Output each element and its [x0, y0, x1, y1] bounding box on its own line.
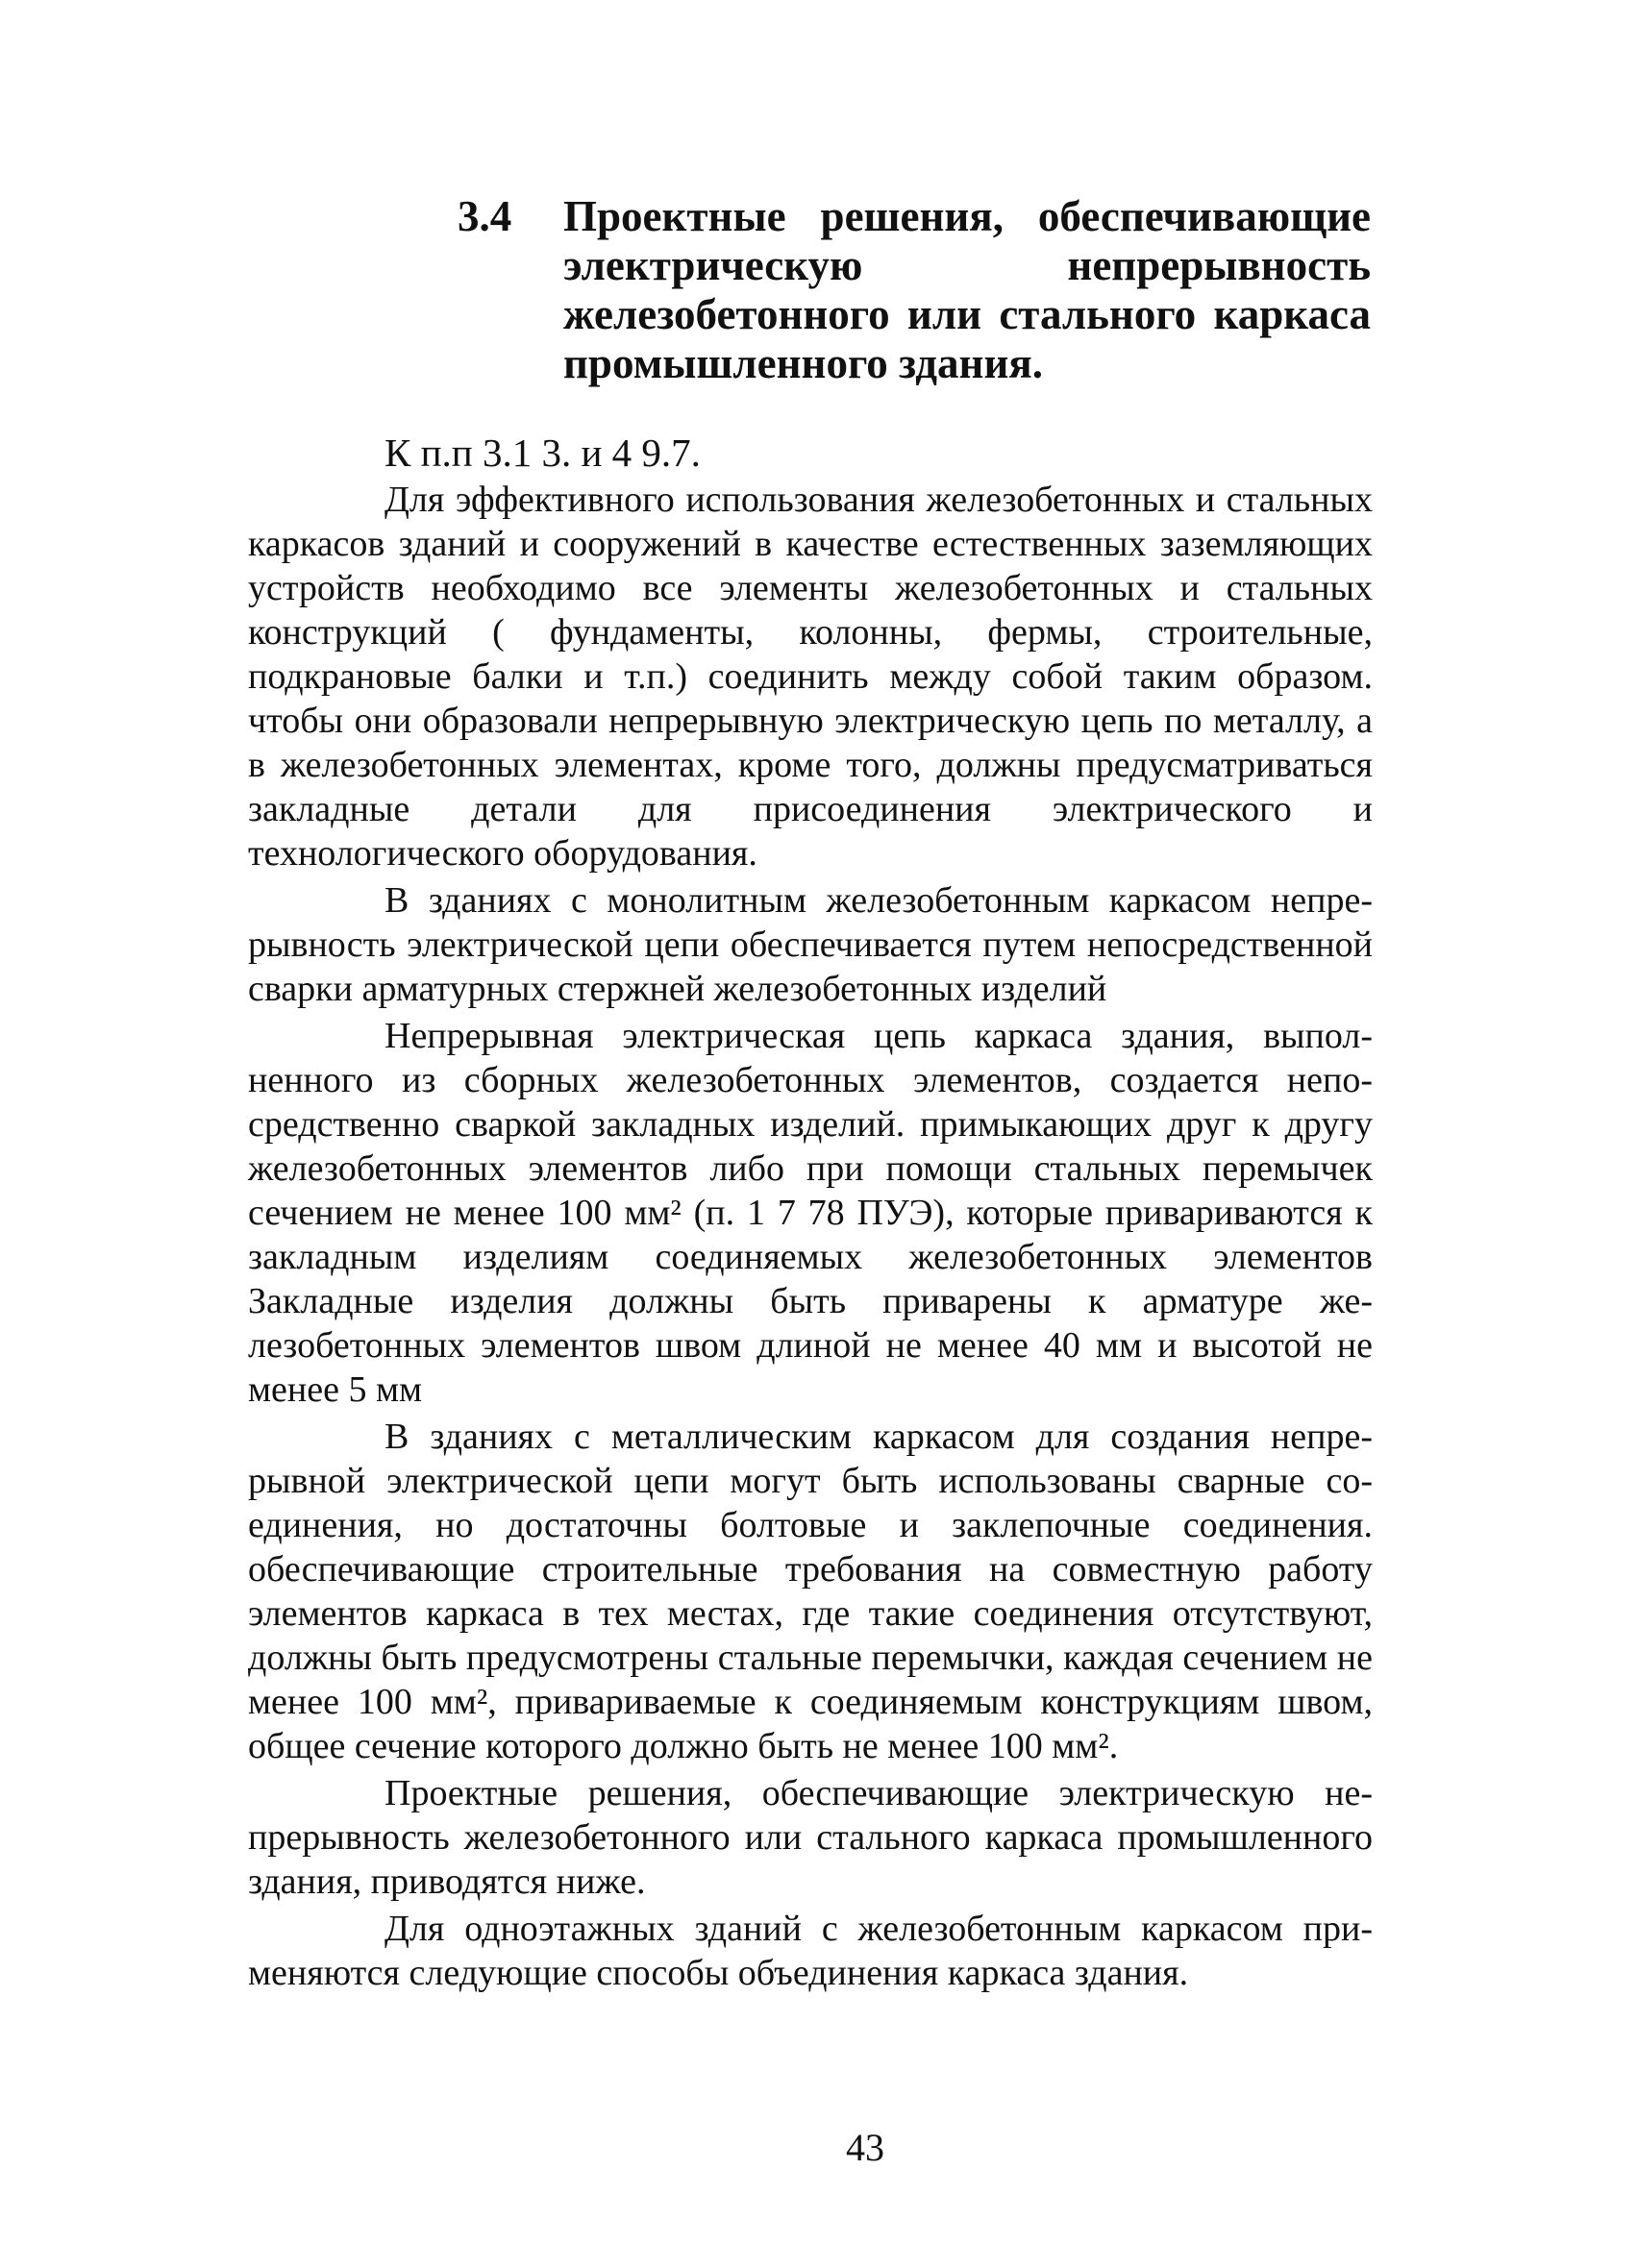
- paragraph: Непрерывная электрическая цепь каркаса здания, выполненного из сборных железобетонных элементов, создается непосредственно сваркой закладных изделий. примыкающих друг к другу железобетонных элементов либо при помощи стальных перемычек сечением не менее 100 мм² (п. 1 7 78 ПУЭ), которые привариваются к закладным изделиям соединяемых железобетонных элементов Закладные изделия должны быть приварены к арматуре железобетонных элементов швом длиной не менее 40 мм и высотой не менее 5 мм: [248, 1016, 1373, 1410]
- clause-reference: К п.п 3.1 3. и 4 9.7.: [384, 431, 701, 475]
- paragraph: Для эффективного использования железобетонных и стальных каркасов зданий и сооружений в качестве естественных заземляющих устройств необходимо все элементы железобетонных и стальных конструкций ( фундаменты, колонны, фермы, строительные, подкрановые балки и т.п.) соединить между собой таким образом. чтобы они образовали непрерывную электрическую цепь по металлу, а в железобетонных элементах, кроме того, должны предусматриваться закладные детали для присоединения электрического и технологического оборудования.: [248, 480, 1373, 874]
- paragraph: В зданиях с монолитным железобетонным каркасом непрерывность электрической цепи обеспечивается путем непосредственной сварки арматурных стержней железобетонных изделий: [248, 880, 1373, 1009]
- body-text: [248, 478, 1373, 1998]
- paragraph: Для одноэтажных зданий с железобетонным каркасом применяются следующие способы объединения каркаса здания.: [248, 1909, 1373, 1993]
- paragraph: В зданиях с металлическим каркасом для создания непрерывной электрической цепи могут быть использованы сварные соединения, но достаточны болтовые и заклепочные соединения. обеспечивающие строительные требования на совместную работу элементов каркаса в тех местах, где такие соединения отсутствуют, должны быть предусмотрены стальные перемычки, каждая сечением не менее 100 мм², привариваемые к соединяемым конструкциям швом, общее сечение которого должно быть не менее 100 мм².: [248, 1417, 1373, 1766]
- section-heading: [458, 192, 1371, 388]
- section-number: 3.4: [458, 192, 512, 240]
- page-number: 43: [846, 2126, 884, 2169]
- paragraph: Проектные решения, обеспечивающие электрическую непрерывность железобетонного или стального каркаса промышленного здания, приводятся ниже.: [248, 1773, 1373, 1902]
- section-title: Проектные решения, обеспечивающие электрическую непрерывность железобетонного или стального каркаса промышленного здания.: [563, 192, 1371, 387]
